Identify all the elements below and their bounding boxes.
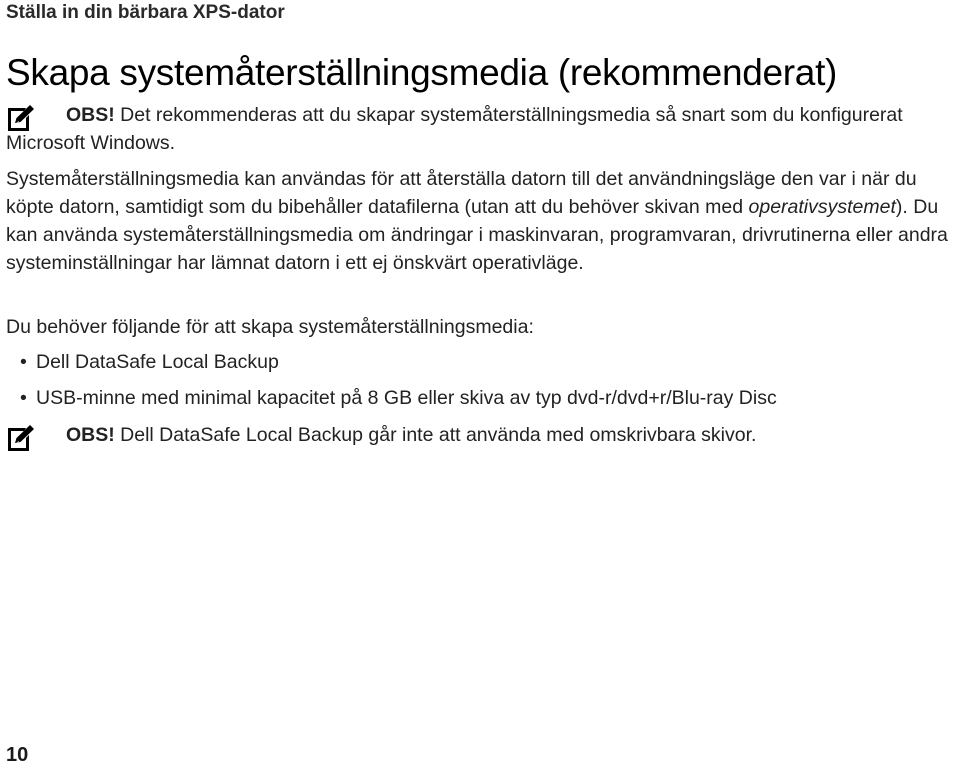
bullet: •: [20, 351, 27, 373]
note-1-label: OBS!: [66, 104, 115, 126]
note-2-text: [6, 421, 950, 449]
note-2-label: OBS!: [66, 424, 115, 446]
note-2-body: Dell DataSafe Local Backup går inte att använda med omskrivbara skivor.: [114, 424, 757, 446]
note-1: [6, 101, 950, 157]
paragraph-1: [6, 165, 960, 277]
paragraph-1-italic: operativsystemet: [748, 196, 896, 218]
list-item-text: Dell DataSafe Local Backup: [36, 351, 279, 373]
note-pencil-icon: [6, 104, 36, 132]
running-head: Ställa in din bärbara XPS-dator: [6, 2, 285, 23]
requirements-list: [6, 348, 956, 420]
note-1-text: [6, 101, 950, 157]
list-item-text: USB-minne med minimal kapacitet på 8 GB eller skiva av typ dvd-r/dvd+r/Blu-ray Disc: [36, 387, 777, 409]
note-2: [6, 421, 950, 449]
bullet: •: [20, 387, 27, 409]
page-number: 10: [6, 744, 29, 766]
paragraph-2: Du behöver följande för att skapa systemåterställningsmedia:: [6, 316, 534, 338]
page-title: Skapa systemåterställningsmedia (rekommenderat): [6, 52, 838, 93]
list-item: [6, 348, 956, 376]
note-pencil-icon: [6, 424, 36, 452]
list-item: [6, 384, 956, 412]
paragraph-1-start: Systemåterställningsmedia kan användas för att återställa datorn till det användningsläge den var i när du köpte datorn, samtidigt som du bibehåller datafilerna (utan att du behöver skivan med: [6, 168, 917, 218]
paragraph-1-end: ). Du kan använda systemåterställningsmedia om ändringar i maskinvaran, programvaran, drivrutinerna eller andra systeminställningar har lämnat datorn i ett ej önskvärt operativläge.: [6, 196, 948, 274]
note-1-body: Det rekommenderas att du skapar systemåterställningsmedia så snart som du konfigurerat Microsoft Windows.: [6, 104, 903, 154]
